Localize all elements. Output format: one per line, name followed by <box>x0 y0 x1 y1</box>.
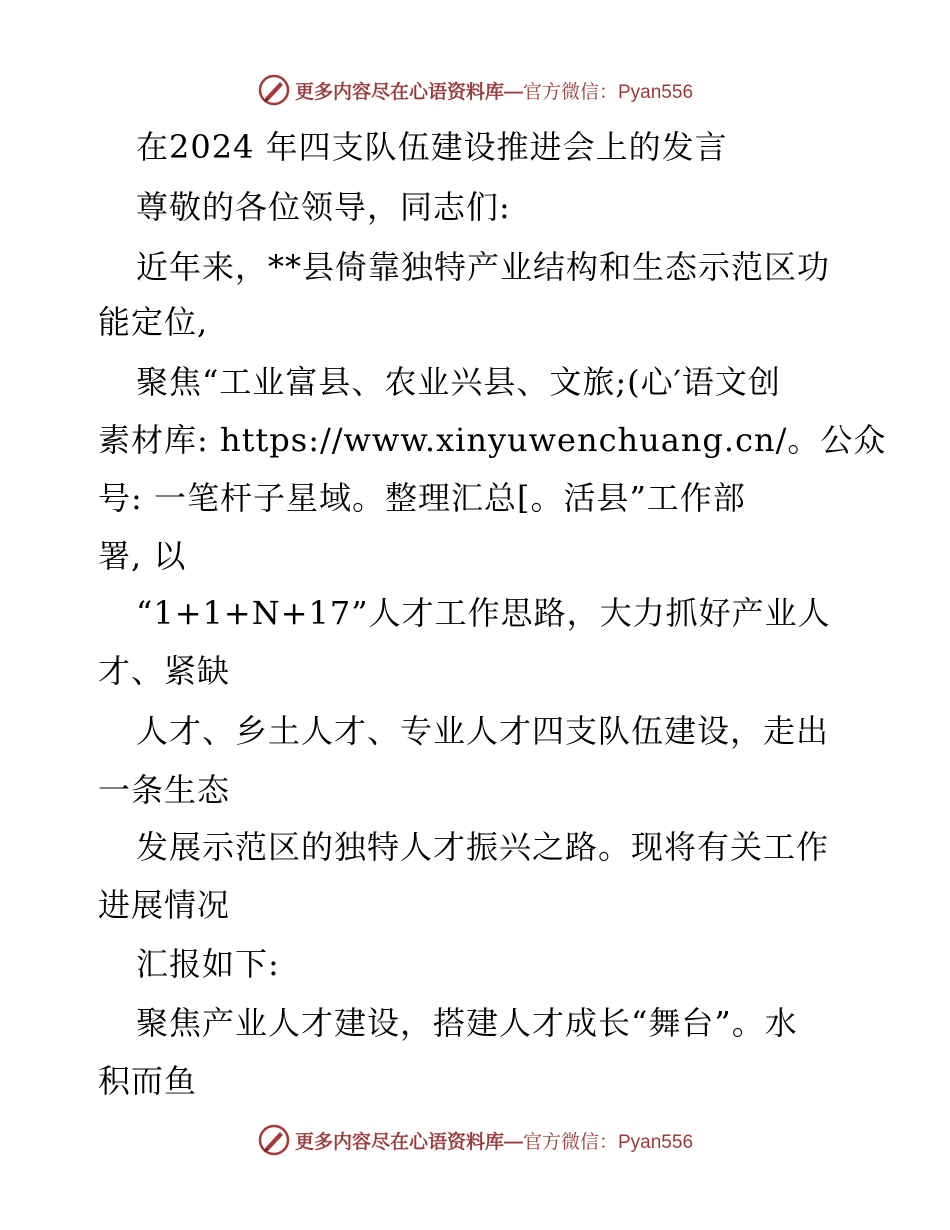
pen-circle-logo-icon <box>257 73 291 107</box>
paragraph-line: 素材库: https://www.xinyuwenchuang.cn/。公众 <box>98 421 887 459</box>
footer-banner <box>0 1120 950 1160</box>
pen-circle-logo-icon <box>257 1123 291 1157</box>
banner-text <box>295 1127 693 1154</box>
paragraph-line: 署, 以 <box>98 537 187 575</box>
paragraph-line: 才、紧缺 <box>98 652 231 690</box>
paragraph-line: 进展情况 <box>98 886 231 924</box>
paragraph-line: 一条生态 <box>98 771 231 809</box>
paragraph-line: 聚焦“工业富县、农业兴县、文旅;(心′语文创 <box>136 363 781 401</box>
paragraph-line: 发展示范区的独特人才振兴之路。现将有关工作 <box>136 828 830 866</box>
banner-wechat-label: 官方微信：Pyan556 <box>523 1131 694 1153</box>
document-title: 在2024 年四支队伍建设推进会上的发言 <box>136 128 728 166</box>
paragraph-line: 人才、乡土人才、专业人才四支队伍建设，走出 <box>136 712 830 750</box>
banner-site-label: 更多内容尽在心语资料库— <box>294 81 523 103</box>
banner-wechat-label: 官方微信：Pyan556 <box>523 81 694 103</box>
paragraph-line: 聚焦产业人才建设，搭建人才成长“舞台”。水 <box>136 1004 798 1042</box>
paragraph-line: 能定位, <box>98 303 209 341</box>
paragraph-line: 号: 一笔杆子星域。整理汇总[。活县”工作部 <box>98 479 746 517</box>
paragraph-line: 近年来，**县倚靠独特产业结构和生态示范区功 <box>136 248 831 286</box>
banner-site-label: 更多内容尽在心语资料库— <box>294 1131 523 1153</box>
paragraph-line: “1+1+N+17”人才工作思路，大力抓好产业人 <box>136 594 831 632</box>
header-banner <box>0 70 950 110</box>
salutation: 尊敬的各位领导，同志们: <box>136 188 511 226</box>
paragraph-line: 汇报如下: <box>136 945 280 983</box>
banner-text <box>295 77 693 104</box>
paragraph-line: 积而鱼 <box>98 1062 198 1100</box>
